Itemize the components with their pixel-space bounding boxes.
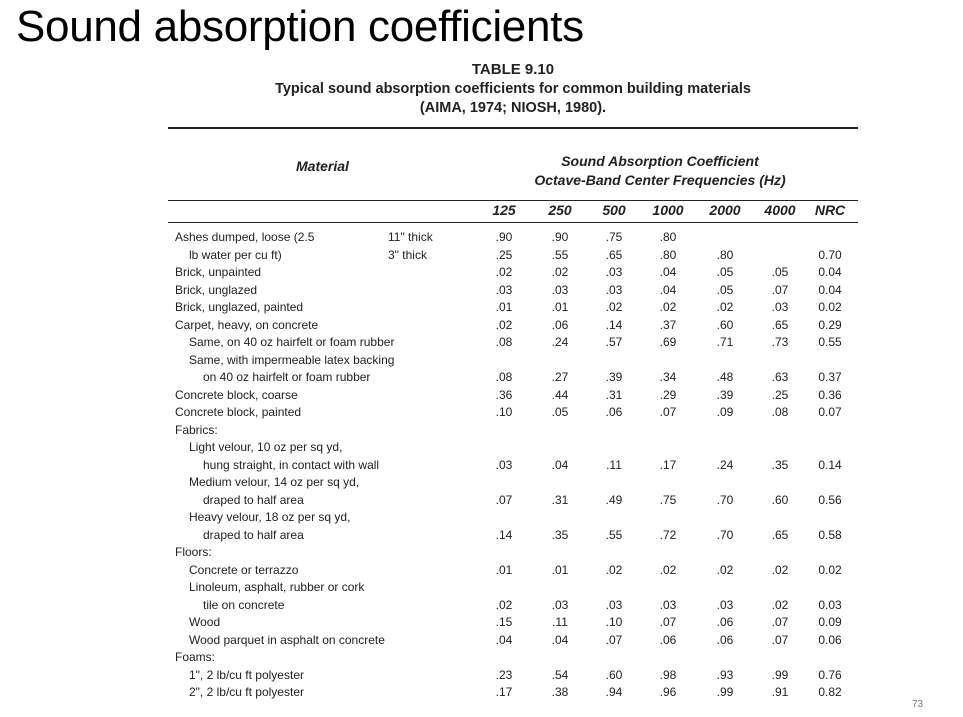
coefficient-value: .02 xyxy=(771,562,789,577)
coefficient-value: .04 xyxy=(659,282,677,297)
header-rule xyxy=(168,200,858,201)
coefficient-value: .49 xyxy=(605,492,623,507)
coefficient-value: .11 xyxy=(552,615,568,629)
coefficient-value: .75 xyxy=(659,492,677,507)
coefficient-value: .10 xyxy=(495,405,513,419)
coefficient-value: .69 xyxy=(659,335,677,349)
table-row xyxy=(0,264,963,282)
freq-header-500: 500 xyxy=(602,202,626,218)
nrc-value: 0.58 xyxy=(818,527,842,542)
nrc-value: 0.02 xyxy=(818,562,842,577)
nrc-value: 0.76 xyxy=(818,667,842,682)
coefficient-value: .10 xyxy=(605,615,623,629)
coefficient-value: .25 xyxy=(495,247,513,262)
material-name: draped to half area xyxy=(203,492,304,507)
nrc-value: 0.04 xyxy=(818,282,842,297)
coefficient-value: .31 xyxy=(605,387,623,402)
material-name: Brick, unpainted xyxy=(175,265,262,279)
coefficient-value: .03 xyxy=(771,300,789,314)
table-row xyxy=(0,562,963,580)
coefficient-value: .70 xyxy=(716,527,734,542)
coefficient-value: .34 xyxy=(659,370,677,384)
coefficient-value: .99 xyxy=(771,667,789,682)
table-row xyxy=(0,247,963,265)
coefficient-value: .90 xyxy=(551,230,569,244)
coefficient-value: .02 xyxy=(495,317,513,332)
nrc-value: 0.14 xyxy=(818,457,842,472)
coefficient-value: .07 xyxy=(771,615,789,629)
coefficient-value: .57 xyxy=(605,335,623,349)
coefficient-value: .60 xyxy=(771,492,789,507)
coefficient-value: .06 xyxy=(716,615,734,629)
table-row xyxy=(0,597,963,615)
frequency-rule xyxy=(168,222,858,223)
table-body xyxy=(0,229,963,702)
coefficient-value: .02 xyxy=(716,562,734,577)
freq-header-250: 250 xyxy=(548,202,572,218)
freq-header-nrc: NRC xyxy=(814,202,846,218)
table-row xyxy=(0,632,963,650)
material-name: Medium velour, 14 oz per sq yd, xyxy=(189,475,360,489)
coefficient-value: .06 xyxy=(551,317,569,332)
nrc-value: 0.06 xyxy=(818,632,842,647)
coefficient-value: .80 xyxy=(716,247,734,262)
coefficient-value: .05 xyxy=(771,265,789,279)
slide-title: Sound absorption coefficients xyxy=(16,2,584,51)
coefficient-value: .55 xyxy=(605,527,623,542)
coefficient-value: .65 xyxy=(605,247,623,262)
nrc-value: 0.55 xyxy=(818,335,842,349)
coefficient-value: .71 xyxy=(716,335,734,349)
coefficient-value: .27 xyxy=(551,370,569,384)
material-name: Carpet, heavy, on concrete xyxy=(175,317,319,332)
material-name: on 40 oz hairfelt or foam rubber xyxy=(203,370,371,384)
coefficient-value: .05 xyxy=(716,265,734,279)
coefficient-value: .90 xyxy=(495,230,513,244)
table-caption-line2: (AIMA, 1974; NIOSH, 1980). xyxy=(419,100,607,116)
coefficient-value: .91 xyxy=(771,685,789,699)
material-name: tile on concrete xyxy=(203,597,285,612)
page-number: 73 xyxy=(912,699,924,710)
material-name: Same, on 40 oz hairfelt or foam rubber xyxy=(189,335,395,349)
coefficient-value: .60 xyxy=(605,667,623,682)
table-number: TABLE 9.10 xyxy=(471,61,555,78)
nrc-value: 0.36 xyxy=(818,387,842,402)
table-row xyxy=(0,492,963,510)
material-name: Brick, unglazed xyxy=(175,282,258,297)
coefficient-value: .02 xyxy=(771,597,789,612)
coefficient-value: .29 xyxy=(659,387,677,402)
material-name: 1", 2 lb/cu ft polyester xyxy=(189,667,304,682)
coefficient-value: .54 xyxy=(551,667,569,682)
material-name: Concrete block, coarse xyxy=(175,387,298,402)
material-name: Concrete block, painted xyxy=(175,405,302,419)
coefficient-value: .03 xyxy=(551,282,569,297)
nrc-value: 0.70 xyxy=(818,247,842,262)
table-row xyxy=(0,422,963,440)
coefficient-value: .03 xyxy=(716,597,734,612)
table-row xyxy=(0,387,963,405)
coefficient-value: .31 xyxy=(551,492,569,507)
table-heading xyxy=(168,60,858,118)
material-name: Wood parquet in asphalt on concrete xyxy=(189,632,385,647)
table-row xyxy=(0,352,963,370)
coefficient-value: .09 xyxy=(716,405,734,419)
coefficient-value: .72 xyxy=(659,527,677,542)
nrc-value: 0.82 xyxy=(818,685,842,699)
material-name: Concrete or terrazzo xyxy=(189,562,299,577)
coefficient-value: .25 xyxy=(771,387,789,402)
material-name: Same, with impermeable latex backing xyxy=(189,352,395,367)
material-name: hung straight, in contact with wall xyxy=(203,457,380,472)
table-row xyxy=(0,579,963,597)
coefficient-value: .01 xyxy=(551,562,569,577)
coefficient-value: .07 xyxy=(771,632,789,647)
coefficient-column-header xyxy=(490,152,830,190)
material-name: Wood xyxy=(189,615,221,629)
material-name: Linoleum, asphalt, rubber or cork xyxy=(189,580,365,594)
table-row xyxy=(0,544,963,562)
coefficient-value: .03 xyxy=(605,282,623,297)
material-name: Brick, unglazed, painted xyxy=(175,300,304,314)
coefficient-value: .65 xyxy=(771,317,789,332)
coefficient-value: .35 xyxy=(551,527,569,542)
coefficient-value: .03 xyxy=(551,597,569,612)
material-name: Light velour, 10 oz per sq yd, xyxy=(189,440,343,454)
material-name: 2", 2 lb/cu ft polyester xyxy=(189,685,304,699)
coefficient-header-line2: Octave-Band Center Frequencies (Hz) xyxy=(534,172,786,188)
coefficient-value: .06 xyxy=(716,632,734,647)
coefficient-value: .02 xyxy=(495,265,513,279)
coefficient-value: .63 xyxy=(771,370,789,384)
coefficient-value: .96 xyxy=(659,685,677,699)
coefficient-value: .37 xyxy=(659,317,677,332)
coefficient-value: .36 xyxy=(495,387,513,402)
nrc-value: 0.03 xyxy=(818,597,842,612)
coefficient-value: .17 xyxy=(659,457,677,472)
nrc-value: 0.29 xyxy=(818,317,842,332)
nrc-value: 0.07 xyxy=(818,405,842,419)
table-row xyxy=(0,474,963,492)
table-row xyxy=(0,229,963,247)
material-name: lb water per cu ft) xyxy=(189,247,282,262)
coefficient-value: .01 xyxy=(495,562,513,577)
material-name: Floors: xyxy=(175,545,212,559)
coefficient-value: .15 xyxy=(495,615,513,629)
material-name: Foams: xyxy=(175,650,216,664)
coefficient-value: .93 xyxy=(716,667,734,682)
material-name: Ashes dumped, loose (2.5 xyxy=(175,230,315,244)
thickness-label: 3" thick xyxy=(388,247,427,262)
coefficient-value: .07 xyxy=(659,405,677,419)
coefficient-value: .02 xyxy=(659,300,677,314)
table-row xyxy=(0,282,963,300)
coefficient-value: .02 xyxy=(551,265,569,279)
coefficient-value: .24 xyxy=(716,457,734,472)
coefficient-value: .01 xyxy=(495,300,513,314)
coefficient-value: .14 xyxy=(495,527,513,542)
coefficient-value: .98 xyxy=(659,667,677,682)
coefficient-value: .07 xyxy=(605,632,623,647)
freq-header-2000: 2000 xyxy=(709,202,741,218)
coefficient-value: .02 xyxy=(605,300,623,314)
nrc-value: 0.09 xyxy=(818,615,842,629)
table-row xyxy=(0,317,963,335)
nrc-value: 0.37 xyxy=(818,370,842,384)
material-name: draped to half area xyxy=(203,527,304,542)
coefficient-value: .03 xyxy=(605,265,623,279)
coefficient-value: .99 xyxy=(716,685,734,699)
material-name: Heavy velour, 18 oz per sq yd, xyxy=(189,510,351,524)
coefficient-value: .80 xyxy=(659,247,677,262)
table-row xyxy=(0,684,963,702)
coefficient-value: .03 xyxy=(605,597,623,612)
coefficient-value: .23 xyxy=(495,667,513,682)
coefficient-value: .07 xyxy=(495,492,513,507)
coefficient-value: .05 xyxy=(716,282,734,297)
coefficient-value: .73 xyxy=(771,335,789,349)
coefficient-value: .39 xyxy=(716,387,734,402)
table-row xyxy=(0,404,963,422)
material-column-header: Material xyxy=(296,158,349,174)
coefficient-value: .02 xyxy=(605,562,623,577)
coefficient-value: .06 xyxy=(605,405,623,419)
coefficient-value: .03 xyxy=(659,597,677,612)
coefficient-value: .01 xyxy=(551,300,569,314)
coefficient-value: .70 xyxy=(716,492,734,507)
coefficient-value: .04 xyxy=(495,632,513,647)
coefficient-value: .55 xyxy=(551,247,569,262)
coefficient-value: .03 xyxy=(495,282,513,297)
table-row xyxy=(0,334,963,352)
coefficient-value: .94 xyxy=(605,685,623,699)
coefficient-value: .04 xyxy=(551,632,569,647)
coefficient-value: .24 xyxy=(551,335,569,349)
coefficient-value: .04 xyxy=(551,457,569,472)
table-row xyxy=(0,457,963,475)
table-row xyxy=(0,614,963,632)
coefficient-value: .02 xyxy=(659,562,677,577)
table-top-rule xyxy=(168,127,858,129)
coefficient-value: .08 xyxy=(771,405,789,419)
coefficient-value: .06 xyxy=(659,632,677,647)
table-row xyxy=(0,667,963,685)
coefficient-value: .03 xyxy=(495,457,513,472)
table-row xyxy=(0,649,963,667)
freq-header-1000: 1000 xyxy=(652,202,684,218)
coefficient-header-line1: Sound Absorption Coefficient xyxy=(561,153,759,169)
coefficient-value: .07 xyxy=(771,282,789,297)
nrc-value: 0.04 xyxy=(818,265,842,279)
coefficient-value: .07 xyxy=(659,615,677,629)
coefficient-value: .80 xyxy=(659,230,677,244)
table-row xyxy=(0,439,963,457)
coefficient-value: .08 xyxy=(495,370,513,384)
nrc-value: 0.02 xyxy=(818,300,842,314)
table-row xyxy=(0,509,963,527)
coefficient-value: .02 xyxy=(495,597,513,612)
coefficient-value: .02 xyxy=(716,300,734,314)
coefficient-value: .44 xyxy=(551,387,569,402)
coefficient-value: .39 xyxy=(605,370,623,384)
coefficient-value: .65 xyxy=(771,527,789,542)
coefficient-value: .08 xyxy=(495,335,513,349)
coefficient-value: .60 xyxy=(716,317,734,332)
table-row xyxy=(0,299,963,317)
material-name: Fabrics: xyxy=(175,422,218,437)
coefficient-value: .35 xyxy=(771,457,789,472)
coefficient-value: .17 xyxy=(495,685,513,699)
coefficient-value: .11 xyxy=(606,457,622,472)
coefficient-value: .14 xyxy=(605,317,623,332)
coefficient-value: .48 xyxy=(716,370,734,384)
coefficient-value: .75 xyxy=(605,230,623,244)
coefficient-value: .38 xyxy=(551,685,569,699)
nrc-value: 0.56 xyxy=(818,492,842,507)
freq-header-125: 125 xyxy=(492,202,516,218)
table-row xyxy=(0,527,963,545)
thickness-label: 11" thick xyxy=(388,230,433,244)
coefficient-value: .05 xyxy=(551,405,569,419)
freq-header-4000: 4000 xyxy=(764,202,796,218)
table-row xyxy=(0,369,963,387)
coefficient-value: .04 xyxy=(659,265,677,279)
table-caption-line1: Typical sound absorption coefficients for common building materials xyxy=(275,81,751,97)
